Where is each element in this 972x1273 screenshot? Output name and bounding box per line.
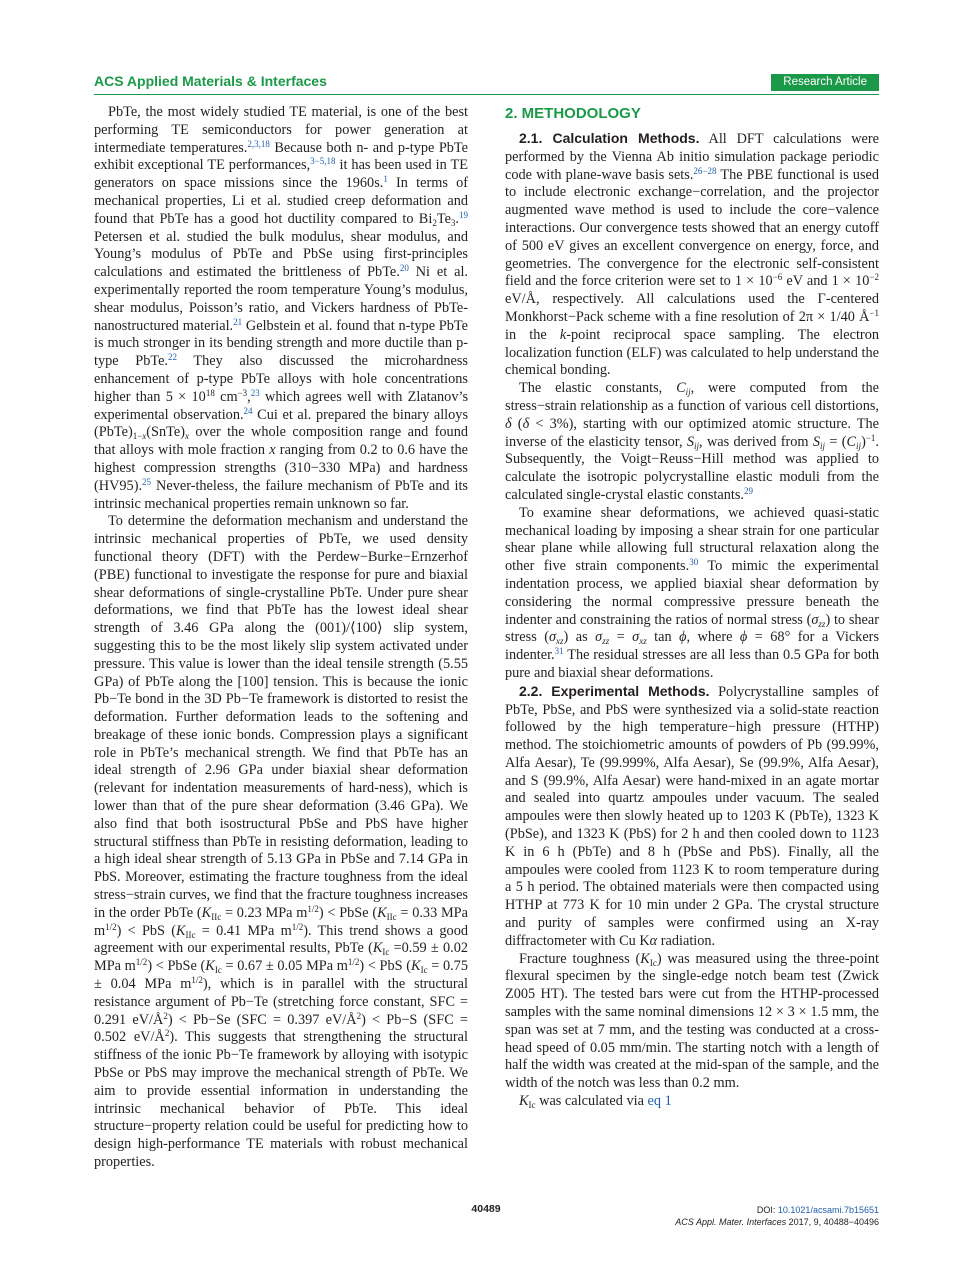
citation[interactable]: 1 <box>383 174 388 185</box>
left-column <box>94 104 468 1172</box>
citation[interactable]: 29 <box>743 485 753 496</box>
subsection-title: 2.1. Calculation Methods. <box>519 130 700 146</box>
calculation-methods-paragraph: 2.1. Calculation Methods. All DFT calculations were performed by the Vienna Ab initio simulation package periodic code with plane-wave basis sets.$^{26-28}$ The PBE functional is used to include electronic exchange−correlation, and the projector augmented wave method is used to include the core−valence interactions. Our convergence tests showed that an energy cutoff of 500 eV gives an excellent convergence on energy, force, and geometries. The convergence for the electronic self-consistent field and the force criterion were set to $1 \times 10^{-6}$ eV and $1 \times 10^{-2}$ eV/Å, respectively. All calculations used the Γ-centered Monkhorst−Pack scheme with a fine resolution of 2π × 1/40 $Å^{-1}$ in the k-point reciprocal space sampling. The electron localization function (ELF) was calculated to help understand the chemical bonding. <box>505 130 880 379</box>
citation[interactable]: 20 <box>399 263 409 274</box>
citation[interactable]: 2,3,18 <box>247 138 270 149</box>
journal-name: ACS Applied Materials & Interfaces <box>94 73 327 89</box>
citation[interactable]: 19 <box>459 209 468 220</box>
citation[interactable]: 25 <box>142 476 152 487</box>
right-column <box>505 104 879 1111</box>
citation[interactable]: 3−5,18 <box>310 156 336 167</box>
equation-link[interactable]: eq 1 <box>647 1093 672 1110</box>
citation[interactable]: 30 <box>689 557 699 568</box>
subsection-title: 2.2. Experimental Methods. <box>519 682 710 699</box>
citation[interactable]: 24 <box>243 405 253 416</box>
citation[interactable]: 31 <box>554 646 564 657</box>
running-header <box>94 72 879 95</box>
shear-deformation-paragraph: To examine shear deformations, we achieved quasi-static mechanical loading by imposing a shear strain for one particular shear plane while allowing full structural relaxation along the other five strain components.$^{30}$ To mimic the experimental indentation process, we applied biaxial shear deformation by considering the normal compressive pressure beneath the indenter and constraining the ratios of normal stress $(\sigma_{zz})$ to shear stress $(\sigma_{xz})$ as $\sigma_{zz} = \sigma_{xz}$ tan ϕ, where ϕ = 68° for a Vickers indenter.$^{31}$ The residual stresses are all less than 0.5 GPa for both pure and biaxial shear deformations. <box>505 504 880 681</box>
citation[interactable]: 21 <box>233 316 243 327</box>
fracture-toughness-paragraph: Fracture toughness $(K_{Ic})$ was measured using the three-point flexural specimen by the single-edge notch beam test (Zwick Z005 HT). The tested bars were cut from the HTHP-processed samples with the same nominal dimensions 12 × 3 × 1.5 mm, the span was set at 7 mm, and the testing was conducted at a cross-head speed of 0.05 mm/min. The starting notch with a length of half the width was created at the mid-span of the sample, and the width of the notch was less than 0.2 mm. <box>505 950 879 1092</box>
experimental-methods-paragraph: 2.2. Experimental Methods. Polycrystalline samples of PbTe, PbSe, and PbS were synthesized via a solid-state reaction followed by the high temperature−high pressure (HTHP) method. The stoichiometric amounts of powders of Pb (99.99%, Alfa Aesar), Te (99.999%, Alfa Aesar), Se (99.9%, Alfa Aesar), and S (99.9%, Alfa Aesar) were hand-mixed in an agate mortar and sealed into quartz ampoules under vacuum. The sealed ampoules were then slowly heated up to 1203 K (PbTe), 1323 K (PbSe), and 1323 K (PbS) for 2 h and then cooled down to 1123 K in 6 h (PbTe) and 8 h (PbSe and PbS). Finally, all the ampoules were cooled from 1123 K to room temperature during a 5 h period. The obtained materials were then compacted using HTHP at 773 K for 10 min under 2 GPa. The crystal structure and purity of samples were confirmed using an X-ray diffractometer with Cu Kα radiation. <box>505 682 879 949</box>
intro-paragraph-2: To determine the deformation mechanism and understand the intrinsic mechanical properties of PbTe, we used density functional theory (DFT) with the Perdew−Burke−Ernzerhof (PBE) functional to investigate the response for pure and biaxial shear deformations of single-crystalline PbTe. Under pure shear deformations, we find that PbTe has the lowest ideal shear strength of 3.46 GPa along the (001)/⟨100⟩ slip system, suggesting this to be the most likely slip system activated under pressure. This value is lower than the ideal tensile strength (5.55 GPa) of PbTe along the [100] tension. This is because the ionic Pb−Te bond in the 3D Pb−Te framework is distorted to resist the deformation. Further deformation leads to the softening and breakage of these ionic bonds. Compression plays a significant role in PbTe’s mechanical strength. We find that PbTe has an ideal strength of 2.96 GPa under biaxial shear deformation (relevant for indentation measurements of hard-ness), which is lower than that of the pure shear deformation (3.46 GPa). We also find that both isostructural PbSe and PbS have higher structural stiffness than PbTe in resisting deformation, leading to a high ideal shear strength of 5.13 GPa in PbSe and 7.14 GPa in PbS. Moreover, estimating the fracture toughness from the ideal stress−strain curves, we find that the fracture toughness increases in the order PbTe ($K_{IIc} = 0.23$ MPa $m^{1/2}$) < PbSe ($K_{IIc} = 0.33$ MPa $m^{1/2}$) < PbS ($K_{IIc} = 0.41$ MPa $m^{1/2}$). This trend shows a good agreement with our experimental results, PbTe ($K_{Ic} =0.59 \pm 0.02$ MPa $m^{1/2}$) < PbSe ($K_{Ic} = 0.67 \pm 0.05$ MPa $m^{1/2}$) < PbS ($K_{Ic} = 0.75 \pm 0.04$ MPa $m^{1/2}$), which is in parallel with the structural resistance argument of Pb−Te (stretching force constant, SFC = 0.291 $eV/Å^2) < Pb-Se$ (SFC = 0.397 $eV/Å^2) < Pb-S$ (SFC = 0.502 $eV/Å^2$). This suggests that strengthening the structural stiffness of the ionic Pb−Te framework by alloying with isotypic PbSe or PbS may improve the mechanical strength of PbTe. We aim to provide essential information in understanding the intrinsic mechanical behavior of PbTe. This ideal structure−property relation could be useful for predicting how to design high-performance TE materials with robust mechanical properties. <box>94 513 469 1171</box>
citation[interactable]: 26−28 <box>693 165 717 176</box>
citation[interactable]: 23 <box>250 387 260 398</box>
article-type-badge: Research Article <box>771 74 879 91</box>
elastic-constants-paragraph: The elastic constants, $C_{ij}$, were computed from the stress−strain relationship as a function of various cell distortions, δ (δ < 3%), starting with our optimized atomic structure. The inverse of the elasticity tensor, $S_{ij}$, was derived from $S_{ij} = (C_{ij})^{-1}$. Subsequently, the Voigt−Reuss−Hill method was applied to calculate the isotropic polycrystalline elastic moduli from the calculated single-crystal elastic constants.$^{29}$ <box>505 380 880 503</box>
page-number: 40489 <box>471 1203 501 1215</box>
section-title-methodology: 2. METHODOLOGY <box>505 105 641 122</box>
citation[interactable]: 22 <box>168 352 178 363</box>
intro-paragraph-1: PbTe, the most widely studied TE material, is one of the best performing TE semiconductors for power generation at intermediate temperatures.$^{2,3,18}$ Because both n- and p-type PbTe exhibit exceptional TE performances,$^{3-5,18}$ it has been used in TE generators on space missions since the 1960s.$^1$ In terms of mechanical properties, Li et al. studied creep deformation and found that PbTe has a good hot ductility compared to $Bi_2Te_3.^{19}$ Petersen et al. studied the bulk modulus, shear modulus, and Young’s modulus of PbTe and PbSe using first-principles calculations and estimated the brittleness of PbTe.$^{20}$ Ni et al. experimentally reported the room temperature Young’s modulus, shear modulus, Poisson’s ratio, and Vickers hardness of PbTe-nanostructured material.$^{21}$ Gelbstein et al. found that n-type PbTe is much stronger in its bending strength and more ductile than p-type PbTe.$^{22}$ They also discussed the microhardness enhancement of p-type PbTe alloys with hole concentrations higher than $5 \times 10^{18}$ $cm^{-3},^{23}$ which agrees well with Zlatanov’s experimental observation.$^{24}$ Cui et al. prepared the binary alloys $(PbTe)_{1-x}(SnTe)_x$ over the whole composition range and found that alloys with mole fraction x ranging from 0.2 to 0.6 have the highest compression strengths (310−330 MPa) and hardness (HV95).$^{25}$ Never-theless, the failure mechanism of PbTe and its intrinsic mechanical properties remain unknown so far. <box>94 104 469 512</box>
kic-paragraph: $K_{Ic}$ was calculated via eq 1 <box>519 1093 672 1111</box>
doi-link[interactable]: 10.1021/acsami.7b15651 <box>777 1205 879 1215</box>
footer-citation: DOI: 10.1021/acsami.7b15651 ACS Appl. Mater. Interfaces 2017, 9, 40488−40496 <box>675 1205 879 1227</box>
